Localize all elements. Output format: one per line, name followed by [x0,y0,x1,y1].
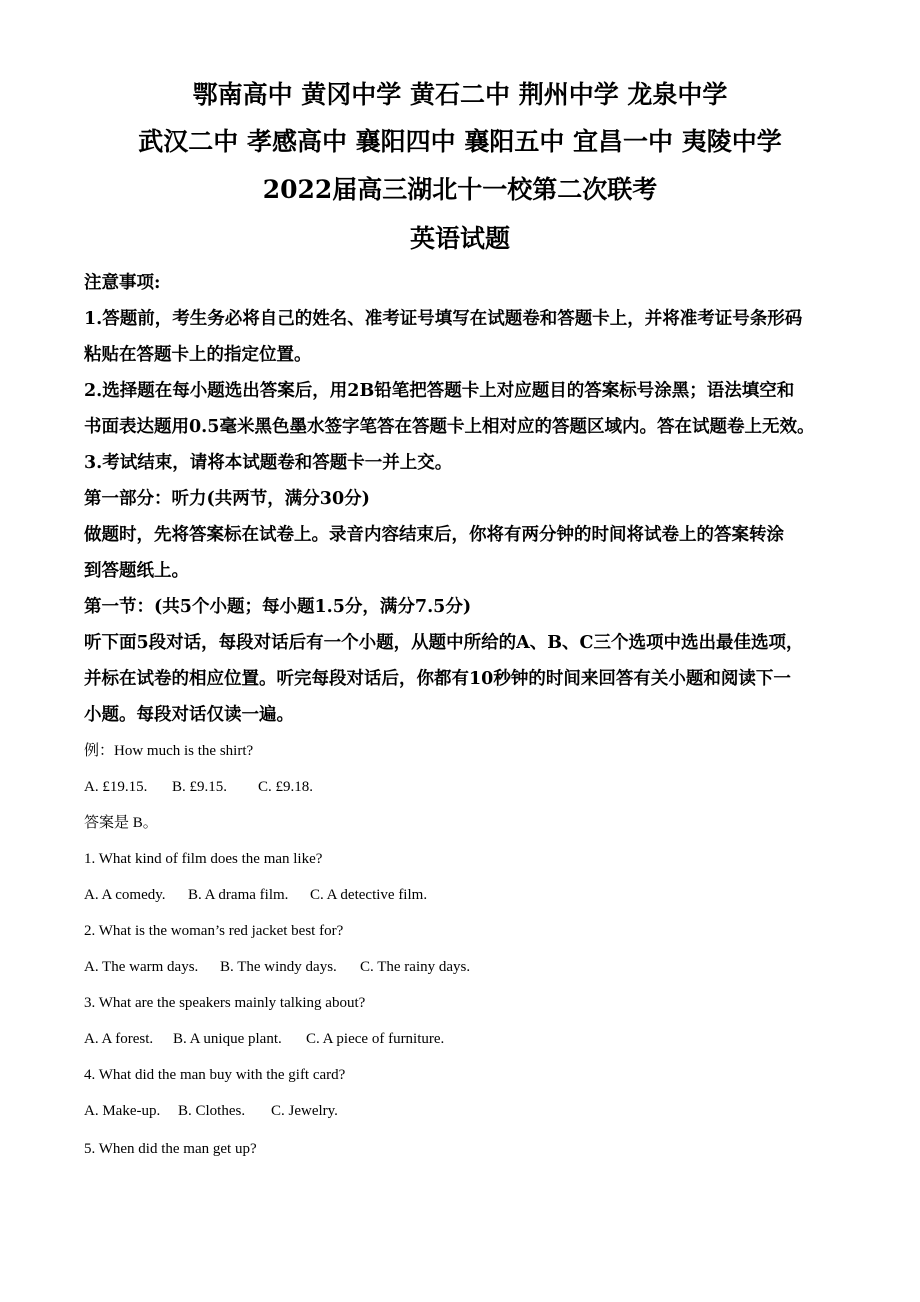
question-2: 2. What is the woman’s red jacket best for? [84,923,344,939]
schools-line-1: 鄂南高中 黄冈中学 黄石二中 荆州中学 龙泉中学 [192,80,728,109]
example-question: 例：How much is the shirt? [84,743,254,759]
instruction-1-line-1: 1.答题前，考生务必将自己的姓名、准考证号填写在试题卷和答题卡上，并将准考证号条形码 [84,309,803,329]
example-options [84,777,313,797]
schools-line-2: 武汉二中 孝感高中 襄阳四中 襄阳五中 宜昌一中 夷陵中学 [138,127,782,156]
option-c: C. The rainy days. [360,959,471,975]
question-3-options [84,1029,444,1049]
option-c: C. A piece of furniture. [306,1031,445,1047]
option-c: C. Jewelry. [271,1103,338,1119]
part1-heading: 第一部分：听力(共两节，满分30分) [84,489,370,509]
question-4-options [84,1101,338,1121]
instruction-1-line-2: 粘贴在答题卡上的指定位置。 [84,345,312,365]
instruction-3: 3.考试结束，请将本试题卷和答题卡一并上交。 [84,453,453,473]
question-3: 3. What are the speakers mainly talking about? [84,995,366,1011]
section1-desc-line-3: 小题。每段对话仅读一遍。 [84,705,294,725]
option-a: A. The warm days. [84,959,199,975]
question-5: 5. When did the man get up? [84,1141,257,1157]
option-b: B. A drama film. [188,887,289,903]
question-2-options [84,957,470,977]
option-c: C. £9.18. [258,779,314,795]
exam-title: 2022届高三湖北十一校第二次联考 [262,175,658,204]
option-b: B. £9.15. [172,779,228,795]
option-c: C. A detective film. [310,887,428,903]
instruction-2-line-2: 书面表达题用0.5毫米黑色墨水签字笔答在答题卡上相对应的答题区域内。答在试题卷上无效。 [84,417,815,437]
option-b: B. Clothes. [178,1103,246,1119]
section1-heading: 第一节：(共5个小题；每小题1.5分，满分7.5分) [84,597,472,617]
section1-desc-line-1: 听下面5段对话，每段对话后有一个小题，从题中所给的A、B、C三个选项中选出最佳选项， [84,633,804,653]
option-b: B. A unique plant. [173,1031,282,1047]
option-a: A. Make-up. [84,1103,161,1119]
instructions-heading: 注意事项: [84,273,161,293]
option-a: A. A forest. [84,1031,154,1047]
example-answer: 答案是 B。 [84,815,158,831]
part1-desc-line-2: 到答题纸上。 [84,561,189,581]
instruction-2-line-1: 2.选择题在每小题选出答案后，用2B铅笔把答题卡上对应题目的答案标号涂黑；语法填空和 [84,381,795,401]
option-a: A. A comedy. [84,887,166,903]
question-1: 1. What kind of film does the man like? [84,851,323,867]
section1-desc-line-2: 并标在试卷的相应位置。听完每段对话后，你都有10秒钟的时间来回答有关小题和阅读下一 [84,669,791,689]
question-4: 4. What did the man buy with the gift card? [84,1067,346,1083]
option-b: B. The windy days. [220,959,337,975]
subject-title: 英语试题 [409,224,510,253]
question-1-options [84,885,427,905]
part1-desc-line-1: 做题时，先将答案标在试卷上。录音内容结束后，你将有两分钟的时间将试卷上的答案转涂 [84,525,784,545]
option-a: A. £19.15. [84,779,148,795]
